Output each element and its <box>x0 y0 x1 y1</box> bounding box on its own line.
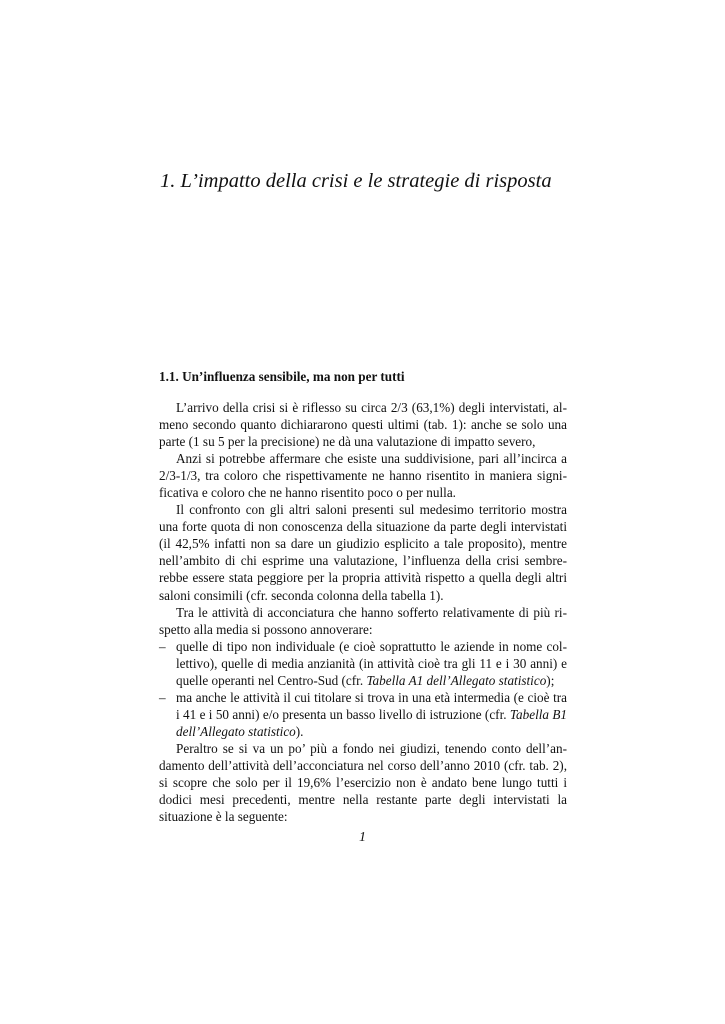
list-item-text: ma anche le attività il cui titolare si trova in una età intermedia (e cioè tra i 41 e i 50 anni) e/o presenta un basso livello di istruzione (cfr. <box>176 689 567 722</box>
page-number: 1 <box>359 830 366 845</box>
paragraph: Peraltro se si va un po’ più a fondo nei giudizi, tenendo conto dell’andamento dell’attività dell’acconciatura nel corso dell’anno 2010 (cfr. tab. 2), si scopre che solo per il 19,6% l’esercizio non è andato bene lungo tutti i dodici mesi precedenti, mentre nella restante parte degli intervistati la situazione è la seguente: <box>159 740 567 825</box>
chapter-title: 1. L’impatto della crisi e le strategie di risposta <box>160 170 552 192</box>
list-item <box>159 689 567 740</box>
list-dash: – <box>159 689 166 705</box>
list-item-text: quelle di tipo non individuale (e cioè soprattutto le aziende in nome collettivo), quelle di media anzianità (in attività cioè tra gli 11 e i 30 anni) e quelle operanti nel Centro-Sud (cfr. <box>176 638 567 688</box>
dash-list <box>159 638 567 740</box>
list-item-tail: ). <box>295 723 304 739</box>
paragraph: L’arrivo della crisi si è riflesso su circa 2/3 (63,1%) degli intervistati, almeno secondo quanto dichiararono questi ultimi (tab. 1): anche se solo una parte (1 su 5 per la precisione) ne dà una valutazione di impatto severo, <box>159 400 567 450</box>
paragraph: Il confronto con gli altri saloni presenti sul medesimo territorio mostra una forte quota di non conoscenza della situazione da parte degli intervistati (il 42,5% infatti non sa dare un giudizio esplicito a tale proposito), mentre nell’ambito di chi esprime una valutazione, l’influenza della crisi sembrerebbe essere stata peggiore per la propria attività rispetto a quella degli altri saloni consimili (cfr. seconda colonna della tabella 1). <box>159 502 567 603</box>
list-item <box>159 638 567 689</box>
paragraph: Anzi si potrebbe affermare che esiste una suddivisione, pari all’incirca a 2/3-1/3, tra coloro che rispettivamente ne hanno risentito in maniera significativa e coloro che ne hanno risentito poco o per nulla. <box>159 451 567 501</box>
list-item-reference: Tabella A1 dell’Allegato statistico <box>366 672 547 688</box>
list-item-tail: ); <box>546 672 555 688</box>
paragraph: Tra le attività di acconciatura che hanno sofferto relativamente di più rispetto alla media si possono annoverare: <box>159 604 567 637</box>
body-text <box>159 399 567 825</box>
list-dash: – <box>159 638 166 654</box>
list-item-reference: Tabella B1 dell’Allegato statistico <box>176 706 568 739</box>
section-heading: 1.1. Un’influenza sensibile, ma non per tutti <box>159 369 405 384</box>
